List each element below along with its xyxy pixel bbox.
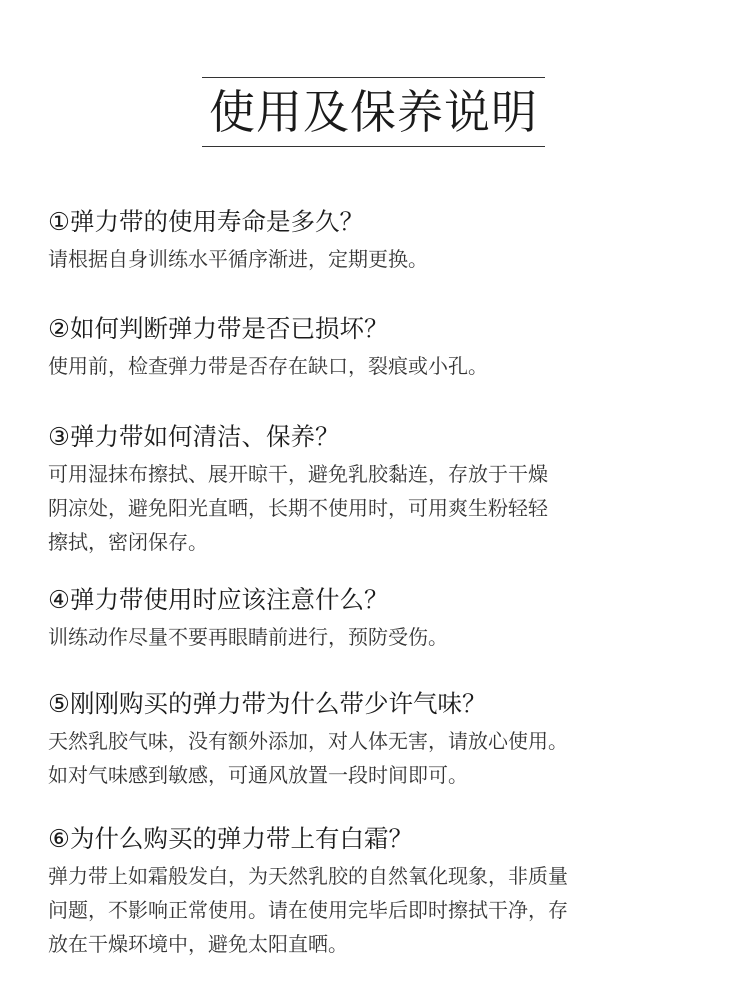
faq-item-cleaning — [48, 420, 708, 559]
faq-item-precautions — [48, 583, 708, 654]
faq-answer — [48, 859, 708, 961]
faq-question: ②如何判断弹力带是否已损坏？ — [48, 314, 389, 343]
faq-answer-line: 训练动作尽量不要再眼睛前进行，预防受伤。 — [48, 625, 448, 649]
faq-item-lifespan — [48, 205, 708, 276]
page-title: 使用及保养说明 — [209, 85, 538, 139]
faq-answer-line: 天然乳胶气味，没有额外添加，对人体无害，请放心使用。 — [48, 729, 568, 753]
faq-answer — [48, 620, 708, 654]
faq-answer — [48, 242, 708, 276]
faq-question: ③弹力带如何清洁、保养？ — [48, 422, 340, 451]
faq-question: ①弹力带的使用寿命是多久？ — [48, 207, 364, 236]
title-block — [202, 77, 545, 147]
faq-question: ⑥为什么购买的弹力带上有白霜？ — [48, 824, 413, 853]
faq-answer-line: 请根据自身训练水平循序渐进，定期更换。 — [48, 247, 428, 271]
faq-answer-line: 如对气味感到敏感，可通风放置一段时间即可。 — [48, 763, 468, 787]
faq-answer-line: 弹力带上如霜般发白，为天然乳胶的自然氧化现象，非质量 — [48, 864, 568, 888]
faq-question: ④弹力带使用时应该注意什么？ — [48, 585, 389, 614]
faq-answer-line: 问题，不影响正常使用。请在使用完毕后即时擦拭干净，存 — [48, 898, 568, 922]
faq-answer-line: 放在干燥环境中，避免太阳直晒。 — [48, 932, 348, 956]
faq-item-damage — [48, 312, 708, 383]
faq-answer — [48, 349, 708, 383]
faq-answer-line: 可用湿抹布擦拭、展开晾干，避免乳胶黏连，存放于干燥 — [48, 462, 548, 486]
faq-answer-line: 阴凉处，避免阳光直晒，长期不使用时，可用爽生粉轻轻 — [48, 496, 548, 520]
faq-item-white-frost — [48, 822, 708, 961]
faq-answer — [48, 457, 708, 559]
faq-answer-line: 擦拭，密闭保存。 — [48, 530, 208, 554]
faq-question: ⑤刚刚购买的弹力带为什么带少许气味？ — [48, 689, 487, 718]
faq-item-odor — [48, 687, 708, 792]
faq-answer-line: 使用前，检查弹力带是否存在缺口，裂痕或小孔。 — [48, 354, 488, 378]
faq-answer — [48, 724, 708, 792]
